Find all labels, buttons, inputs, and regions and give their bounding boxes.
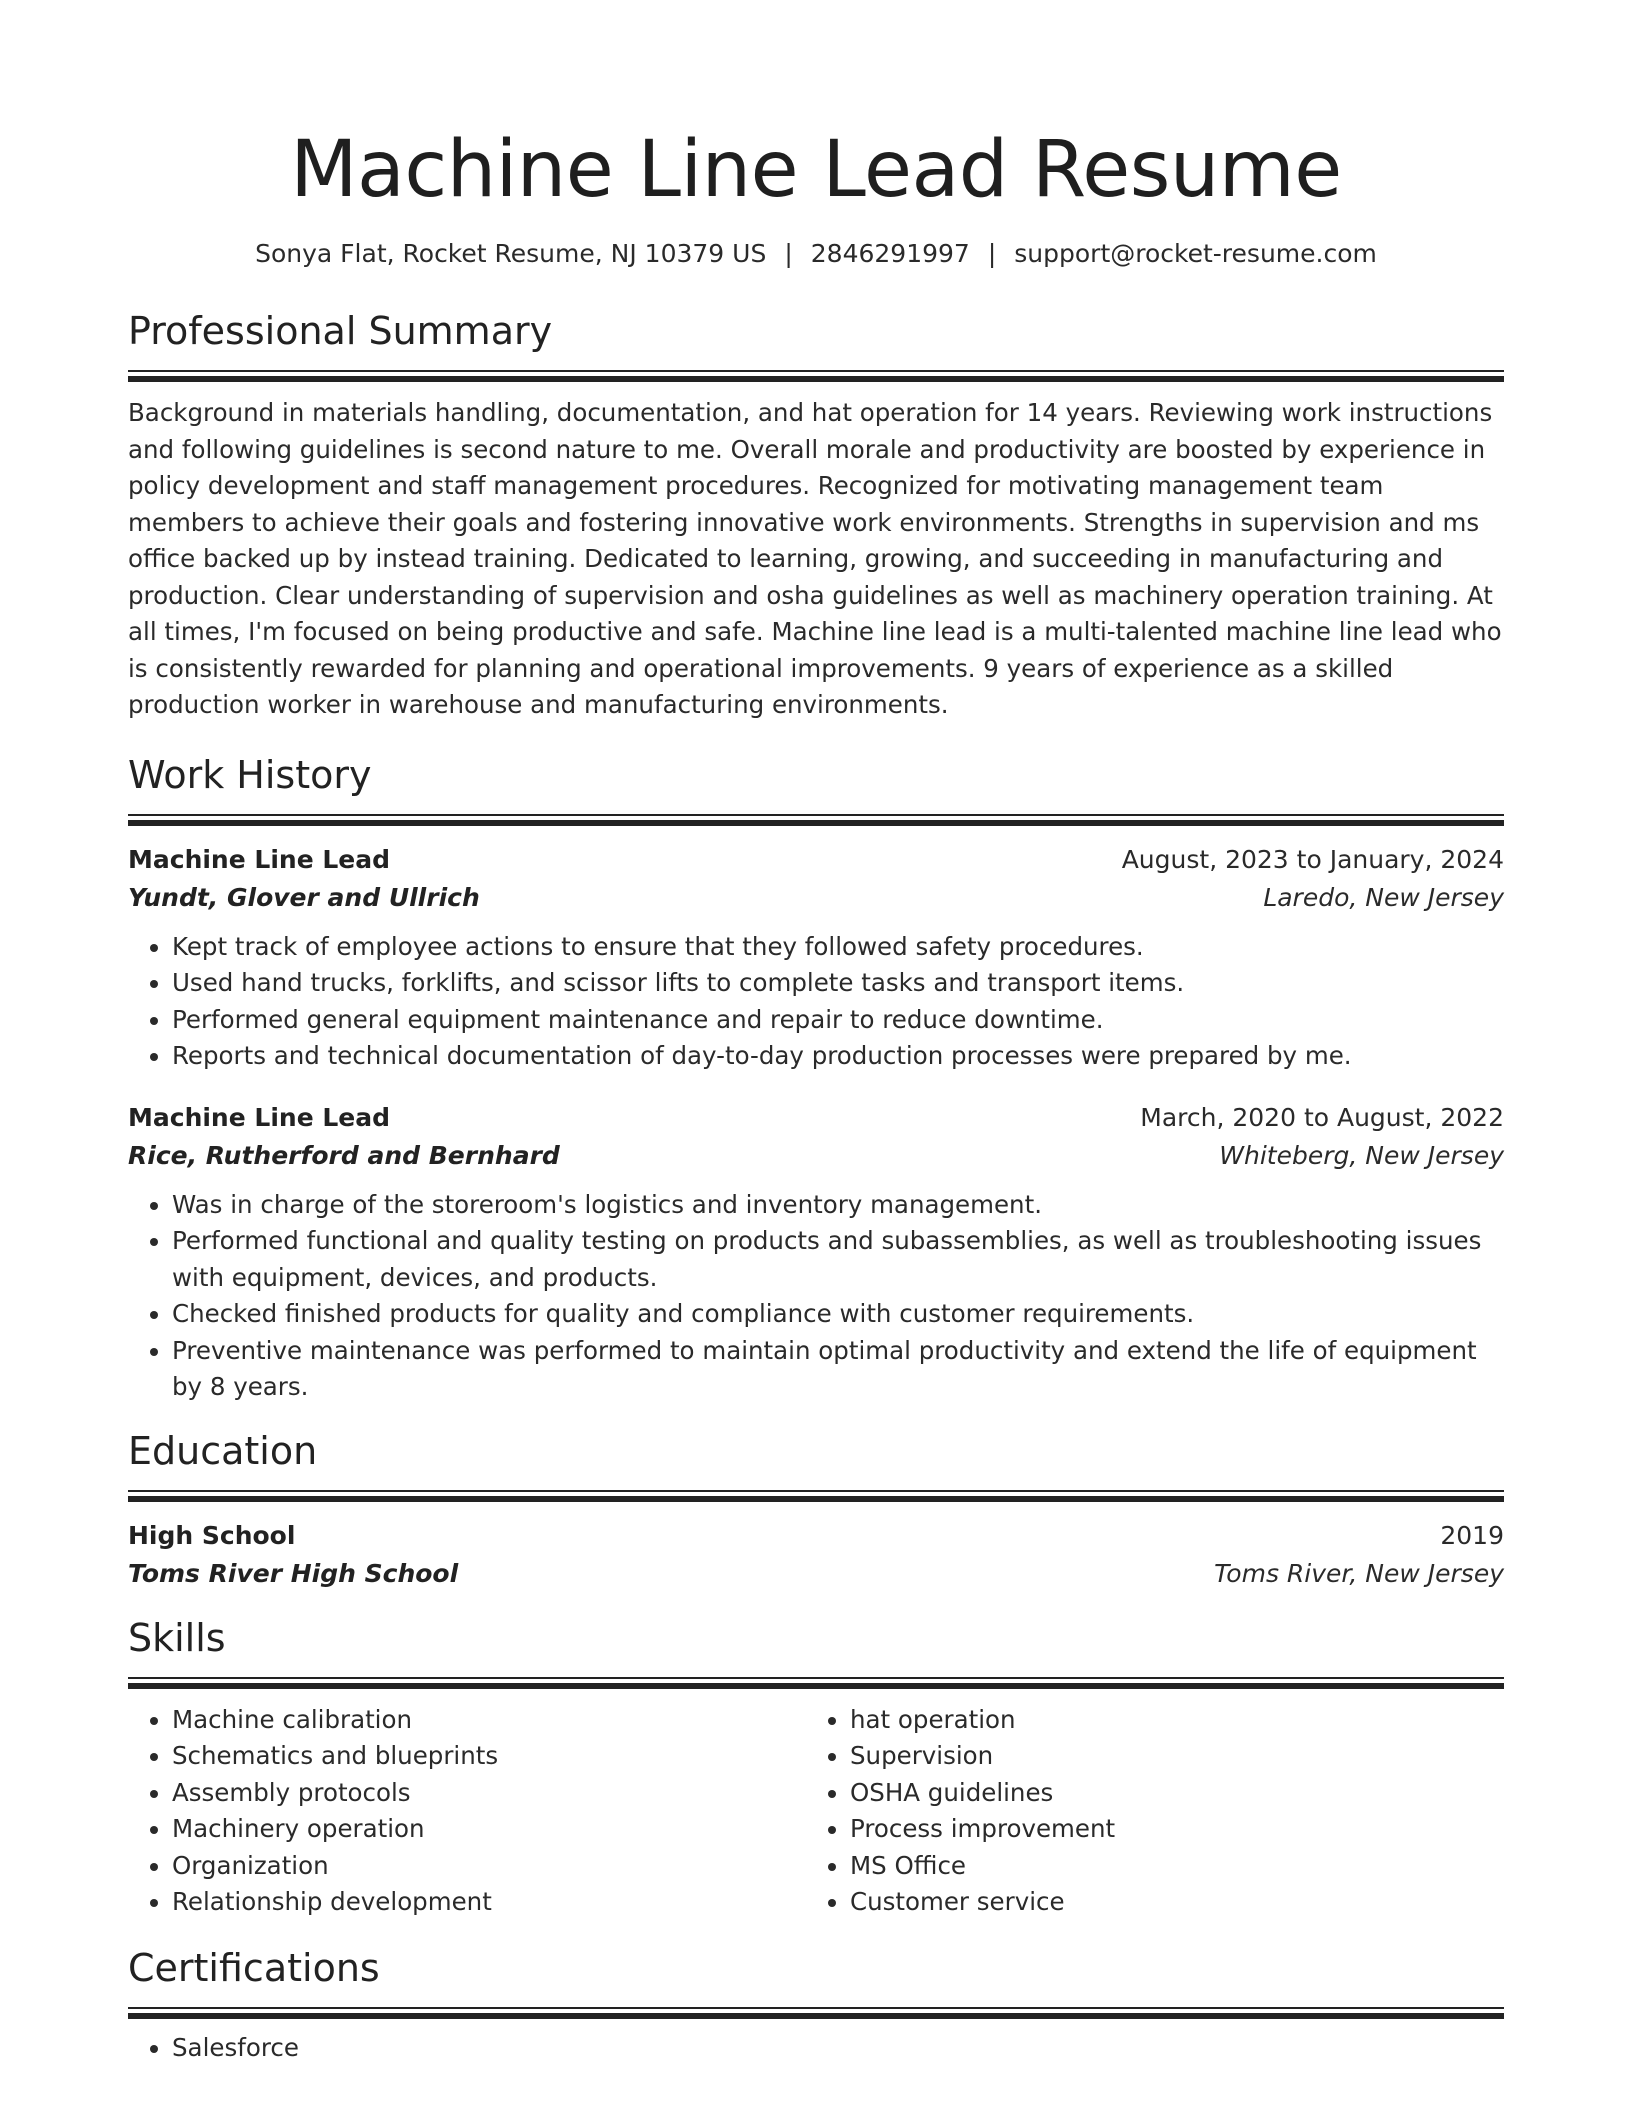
section-divider bbox=[128, 1490, 1504, 1501]
certification-item: • Salesforce bbox=[172, 2030, 1504, 2067]
work-history-section bbox=[128, 750, 1504, 1406]
job-title: Machine Line Lead bbox=[128, 1102, 390, 1132]
skill-item: • hat operation bbox=[850, 1702, 1484, 1739]
job-header-row bbox=[128, 1099, 1504, 1137]
education-school: Toms River High School bbox=[128, 1558, 459, 1588]
section-divider bbox=[128, 814, 1504, 825]
job-entry bbox=[128, 1099, 1504, 1406]
education-school-row bbox=[128, 1555, 1504, 1593]
skill-item: • Machinery operation bbox=[172, 1811, 806, 1848]
job-entry bbox=[128, 841, 1504, 1075]
job-bullet: • Kept track of employee actions to ensure that they followed safety procedures. bbox=[172, 929, 1504, 966]
skill-item: • Machine calibration bbox=[172, 1702, 806, 1739]
skill-item: • Assembly protocols bbox=[172, 1775, 806, 1812]
job-company-row bbox=[128, 1137, 1504, 1175]
education-section bbox=[128, 1426, 1504, 1593]
section-heading-work-history: Work History bbox=[128, 752, 372, 797]
job-bullet: • Performed functional and quality testing on products and subassemblies, as well as troubleshooting issues with equipment, devices, and products. bbox=[172, 1223, 1504, 1296]
job-company-row bbox=[128, 879, 1504, 917]
education-header-row bbox=[128, 1517, 1504, 1555]
certifications-section bbox=[128, 1943, 1504, 2067]
summary-section bbox=[128, 306, 1504, 724]
resume-page bbox=[128, 0, 1504, 2066]
skill-item: • Schematics and blueprints bbox=[172, 1738, 806, 1775]
skills-column-right bbox=[806, 1702, 1484, 1921]
job-company: Rice, Rutherford and Bernhard bbox=[128, 1140, 560, 1170]
skill-item: • Relationship development bbox=[172, 1884, 806, 1921]
certification-list bbox=[128, 2030, 1504, 2067]
job-location: Laredo, New Jersey bbox=[1263, 882, 1504, 912]
skill-item: • MS Office bbox=[850, 1848, 1484, 1885]
skill-item: • Supervision bbox=[850, 1738, 1484, 1775]
contact-separator: | bbox=[784, 239, 793, 268]
job-bullet: • Performed general equipment maintenance and repair to reduce downtime. bbox=[172, 1002, 1504, 1039]
section-heading-education: Education bbox=[128, 1428, 318, 1473]
job-dates: August, 2023 to January, 2024 bbox=[1121, 844, 1504, 874]
section-divider bbox=[128, 1677, 1504, 1688]
job-bullets bbox=[128, 929, 1504, 1075]
summary-text: Background in materials handling, documentation, and hat operation for 14 years. Reviewing work instructions and following guidelines is second nature to me. Overall morale and productivity are boosted by experience in policy development and staff management procedures. Recognized for motivating management team members to achieve their goals and fostering innovative work environments. Strengths in supervision and ms office backed up by instead training. Dedicated to learning, growing, and succeeding in manufacturing and production. Clear understanding of supervision and osha guidelines as well as machinery operation training. At all times, I'm focused on being productive and safe. Machine line lead is a multi-talented machine line lead who is consistently rewarded for planning and operational improvements. 9 years of experience as a skilled production worker in warehouse and manufacturing environments. bbox=[128, 398, 1502, 719]
skills-grid bbox=[128, 1702, 1504, 1921]
job-location: Whiteberg, New Jersey bbox=[1219, 1140, 1504, 1170]
skills-column-left bbox=[128, 1702, 806, 1921]
resume-title: Machine Line Lead Resume bbox=[290, 125, 1342, 215]
skill-item: • OSHA guidelines bbox=[850, 1775, 1484, 1812]
education-location: Toms River, New Jersey bbox=[1214, 1558, 1504, 1588]
contact-line bbox=[128, 236, 1504, 272]
job-bullet: • Preventive maintenance was performed to maintain optimal productivity and extend the life of equipment by 8 years. bbox=[172, 1333, 1504, 1406]
contact-phone: 2846291997 bbox=[810, 239, 970, 268]
contact-separator: | bbox=[987, 239, 997, 268]
job-bullet: • Used hand trucks, forklifts, and scissor lifts to complete tasks and transport items. bbox=[172, 965, 1504, 1002]
job-bullet: • Checked finished products for quality and compliance with customer requirements. bbox=[172, 1296, 1504, 1333]
education-entry bbox=[128, 1517, 1504, 1593]
job-title: Machine Line Lead bbox=[128, 844, 390, 874]
section-heading-certifications: Certifications bbox=[128, 1945, 380, 1990]
education-year: 2019 bbox=[1440, 1520, 1504, 1550]
job-dates: March, 2020 to August, 2022 bbox=[1140, 1102, 1504, 1132]
skill-item: • Process improvement bbox=[850, 1811, 1484, 1848]
job-header-row bbox=[128, 841, 1504, 879]
section-heading-skills: Skills bbox=[128, 1615, 226, 1660]
contact-address: Sonya Flat, Rocket Resume, NJ 10379 US bbox=[255, 239, 767, 268]
job-company: Yundt, Glover and Ullrich bbox=[128, 882, 480, 912]
skill-item: • Customer service bbox=[850, 1884, 1484, 1921]
job-bullet: • Reports and technical documentation of day-to-day production processes were prepared by me. bbox=[172, 1038, 1504, 1075]
education-degree: High School bbox=[128, 1520, 296, 1550]
contact-email: support@rocket-resume.com bbox=[1014, 239, 1377, 268]
skill-item: • Organization bbox=[172, 1848, 806, 1885]
job-bullets bbox=[128, 1187, 1504, 1406]
section-divider bbox=[128, 2007, 1504, 2018]
skills-section bbox=[128, 1613, 1504, 1921]
section-heading-summary: Professional Summary bbox=[128, 309, 553, 353]
job-bullet: • Was in charge of the storeroom's logistics and inventory management. bbox=[172, 1187, 1504, 1224]
section-divider bbox=[128, 370, 1504, 381]
